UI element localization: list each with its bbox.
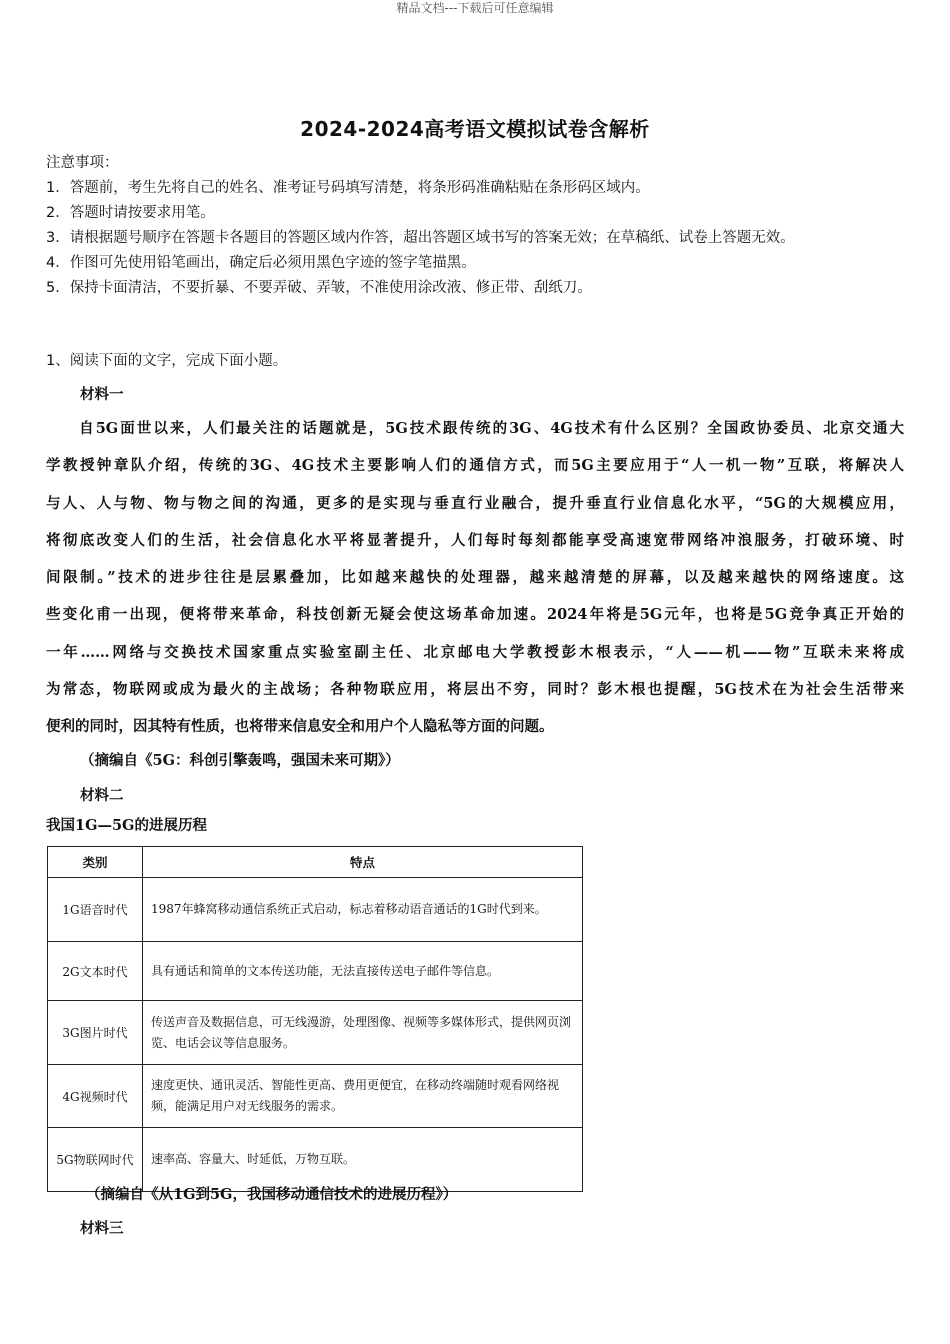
table-cell-feature: 1987年蜂窝移动通信系统正式启动，标志着移动语音通话的1G时代到来。 (143, 878, 583, 942)
notice-heading: 注意事项： (46, 155, 119, 171)
table-row (48, 878, 583, 942)
table-cell-category: 5G物联网时代 (48, 1128, 143, 1192)
table-cell-category: 1G语音时代 (48, 878, 143, 942)
document-title: 2024-2024高考语文模拟试卷含解析 (300, 117, 650, 141)
notice-item: 4．作图可先使用铅笔画出，确定后必须用黑色字迹的签字笔描黑。 (46, 255, 476, 271)
article-line: 便利的同时，因其特有性质，也将带来信息安全和用户个人隐私等方面的问题。 (46, 718, 554, 736)
material-one-text (46, 410, 904, 746)
table-header-row (48, 847, 583, 878)
material-two-source: （摘编自《从1G到5G，我国移动通信技术的进展历程》） (86, 1186, 458, 1203)
material-two-label: 材料二 (80, 787, 124, 804)
question-stem: 1、阅读下面的文字，完成下面小题。 (46, 353, 288, 369)
article-line: 些变化甫一出现，便将带来革命，科技创新无疑会使这场革命加速。2024年将是5G元年，也将是5G竞争真正开始的 (46, 606, 904, 624)
page-header-watermark: 精品文档---下载后可任意编辑 (396, 1, 554, 15)
table-title: 我国1G—5G的进展历程 (46, 817, 207, 834)
article-line: 间限制。”技术的进步往往是层累叠加，比如越来越快的处理器，越来越清楚的屏幕，以及越来越快的网络速度。这 (46, 569, 904, 587)
notice-section (46, 151, 926, 301)
table-cell-category: 2G文本时代 (48, 942, 143, 1001)
table-cell-feature: 速率高、容量大、时延低，万物互联。 (143, 1128, 583, 1192)
progress-table (47, 846, 583, 1192)
notice-item: 5．保持卡面清洁，不要折暴、不要弄破、弄皱，不准使用涂改液、修正带、刮纸刀。 (46, 280, 592, 296)
table-header-category: 类别 (48, 847, 143, 878)
material-one-source: （摘编自《5G：科创引擎轰鸣，强国未来可期》） (80, 752, 400, 769)
article-line: 自5G面世以来，人们最关注的话题就是，5G技术跟传统的3G、4G技术有什么区别？全国政协委员、北京交通大 (46, 420, 904, 437)
notice-item: 3．请根据题号顺序在答题卡各题目的答题区域内作答，超出答题区域书写的答案无效；在草稿纸、试卷上答题无效。 (46, 230, 795, 246)
table-row (48, 1001, 583, 1065)
article-line: 与人、人与物、物与物之间的沟通，更多的是实现与垂直行业融合，提升垂直行业信息化水平，“5G的大规模应用， (46, 494, 904, 512)
article-line: 为常态，物联网或成为最火的主战场；各种物联应用，将层出不穷，同时？彭木根也提醒，5G技术在为社会生活带来 (46, 681, 904, 699)
article-line: 将彻底改变人们的生活，社会信息化水平将显著提升，人们每时每刻都能享受高速宽带网络冲浪服务，打破环境、时 (46, 531, 904, 549)
table-cell-feature: 速度更快、通讯灵活、智能性更高、费用更便宜，在移动终端随时观看网络视频，能满足用户对无线服务的需求。 (143, 1065, 583, 1128)
table-row (48, 1128, 583, 1192)
notice-item: 2．答题时请按要求用笔。 (46, 205, 215, 221)
table-cell-feature: 传送声音及数据信息，可无线漫游，处理图像、视频等多媒体形式，提供网页浏览、电话会议等信息服务。 (143, 1001, 583, 1065)
notice-item: 1．答题前，考生先将自己的姓名、准考证号码填写清楚，将条形码准确粘贴在条形码区域内。 (46, 180, 650, 196)
table-row (48, 1065, 583, 1128)
article-line: 一年……网络与交换技术国家重点实验室副主任、北京邮电大学教授彭木根表示，“人——机——物”互联未来将成 (46, 643, 904, 661)
material-three-label: 材料三 (80, 1220, 124, 1237)
table-cell-category: 4G视频时代 (48, 1065, 143, 1128)
material-one-label: 材料一 (80, 386, 124, 403)
table-header-feature: 特点 (143, 847, 583, 878)
table-cell-feature: 具有通话和简单的文本传送功能，无法直接传送电子邮件等信息。 (143, 942, 583, 1001)
article-line: 学教授钟章队介绍，传统的3G、4G技术主要影响人们的通信方式，而5G主要应用于“人一机一物”互联，将解决人 (46, 457, 904, 475)
table-cell-category: 3G图片时代 (48, 1001, 143, 1065)
table-row (48, 942, 583, 1001)
